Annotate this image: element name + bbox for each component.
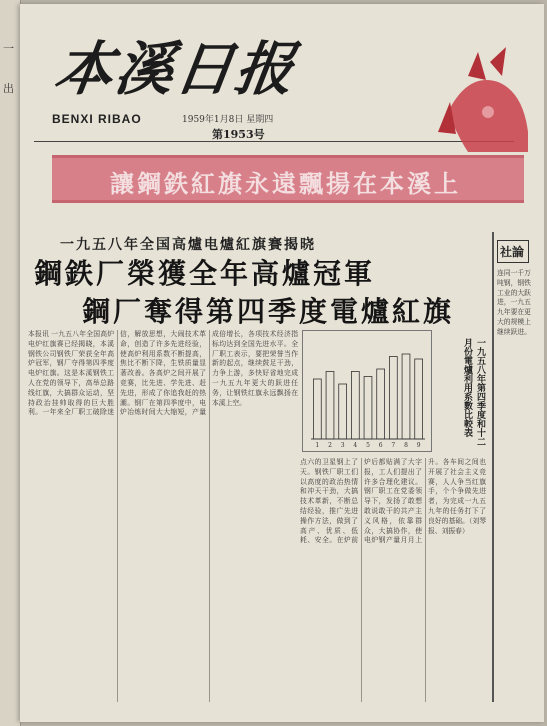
chart-bar (364, 377, 372, 440)
adjacent-page-strip (0, 0, 21, 726)
chart-bar (389, 357, 397, 440)
strip-fragment: 出 (3, 82, 14, 95)
chart-tick-label: 8 (404, 442, 408, 449)
headline-secondary: 鋼厂奪得第四季度電爐紅旗 (82, 295, 455, 328)
editorial-text: 连同一千万吨钢，钢铁工业的大跃进，一九五九年要在更大的规模上继续跃进。 (497, 269, 531, 336)
chart-tick-label: 7 (391, 442, 396, 449)
chart-tick-label: 1 (315, 442, 320, 449)
chart-tick-label: 2 (328, 442, 332, 449)
chart-tick-label: 6 (378, 442, 383, 449)
masthead-date: 1959年1月8日 星期四 (182, 115, 274, 125)
chart-bar (351, 372, 359, 440)
masthead-title: 本溪日报 (50, 35, 301, 103)
article-body-continued: 点六的卫星钢上了天。钢铁厂职工们以高度的政治热情和冲天干劲，大搞技术革新，不断总结经验，推广先进操作方法，做到了高产、优质、低耗、安全。在炉前炉后都贴满了大字报，工人们提出了许多合理化建议。钢厂职工在党委领导下，发扬了敢想敢说敢干的共产主义风格，依靠群众，大搞协作，使电炉钢产量月月上升。各车间之间也开展了社会主义竞赛，人人争当红旗手，个个争做先进者，为完成一九五九年的任务打下了良好的基础。（刘琴报、刘振春） (300, 458, 486, 545)
chart-tick-label: 3 (340, 442, 345, 449)
headline-primary: 鋼鉄厂榮獲全年高爐冠軍 (34, 257, 376, 290)
chart-panel (302, 330, 432, 452)
chart-caption: 一九五八年第四季度和十二月份電爐利用系數比較表 (462, 338, 485, 446)
chart-bar (339, 384, 347, 439)
masthead-issue: 第1953号 (212, 128, 265, 141)
red-flag-decoration-icon (428, 42, 528, 152)
strip-fragment: 一 (3, 42, 14, 55)
editorial-badge: 社論 (497, 240, 529, 263)
chart-tick-label: 5 (366, 442, 370, 449)
article-body: 本报讯 一九五八年全国高炉电炉红旗赛已经揭晓，本溪钢铁公司钢铁厂荣获全年高炉冠军，钢厂夺得第四季度电炉红旗。这是本溪钢铁工人在党的领导下，高举总路线红旗，大搞群众运动，坚持政治挂帅取得的巨大胜利。一年来全厂职工破除迷信，解放思想，大闹技术革命，创造了许多先进经验，使高炉利用系数不断提高，焦比不断下降，生铁质量显著改善。各高炉之间开展了竞赛，比先进、学先进、赶先进，形成了你追我赶的热潮。钢厂在第四季度中，电炉冶炼时间大大缩短，产量成倍增长，各项技术经济指标均达到全国先进水平。全厂职工表示，要把荣誉当作新的起点，继续鼓足干劲，力争上游，多快好省地完成一九五九年更大的跃进任务，让钢铁红旗永远飘扬在本溪上空。 (28, 330, 298, 417)
chart-bar (377, 369, 385, 439)
chart-tick-label: 9 (416, 442, 421, 449)
chart-tick-label: 4 (353, 442, 358, 449)
masthead-roman: BENXI RIBAO (52, 112, 142, 126)
chart-bar (402, 354, 410, 439)
bar-chart (303, 331, 431, 451)
banner-text: 讓鋼鉄紅旗永遠飄揚在本溪上 (110, 169, 461, 198)
chart-bar (326, 372, 334, 440)
article-kicker: 一九五八年全国高爐电爐紅旗賽揭晓 (60, 237, 316, 253)
chart-bar (313, 379, 321, 439)
editorial-column (492, 232, 537, 702)
slogan-banner (52, 155, 524, 203)
chart-bar (415, 359, 423, 439)
